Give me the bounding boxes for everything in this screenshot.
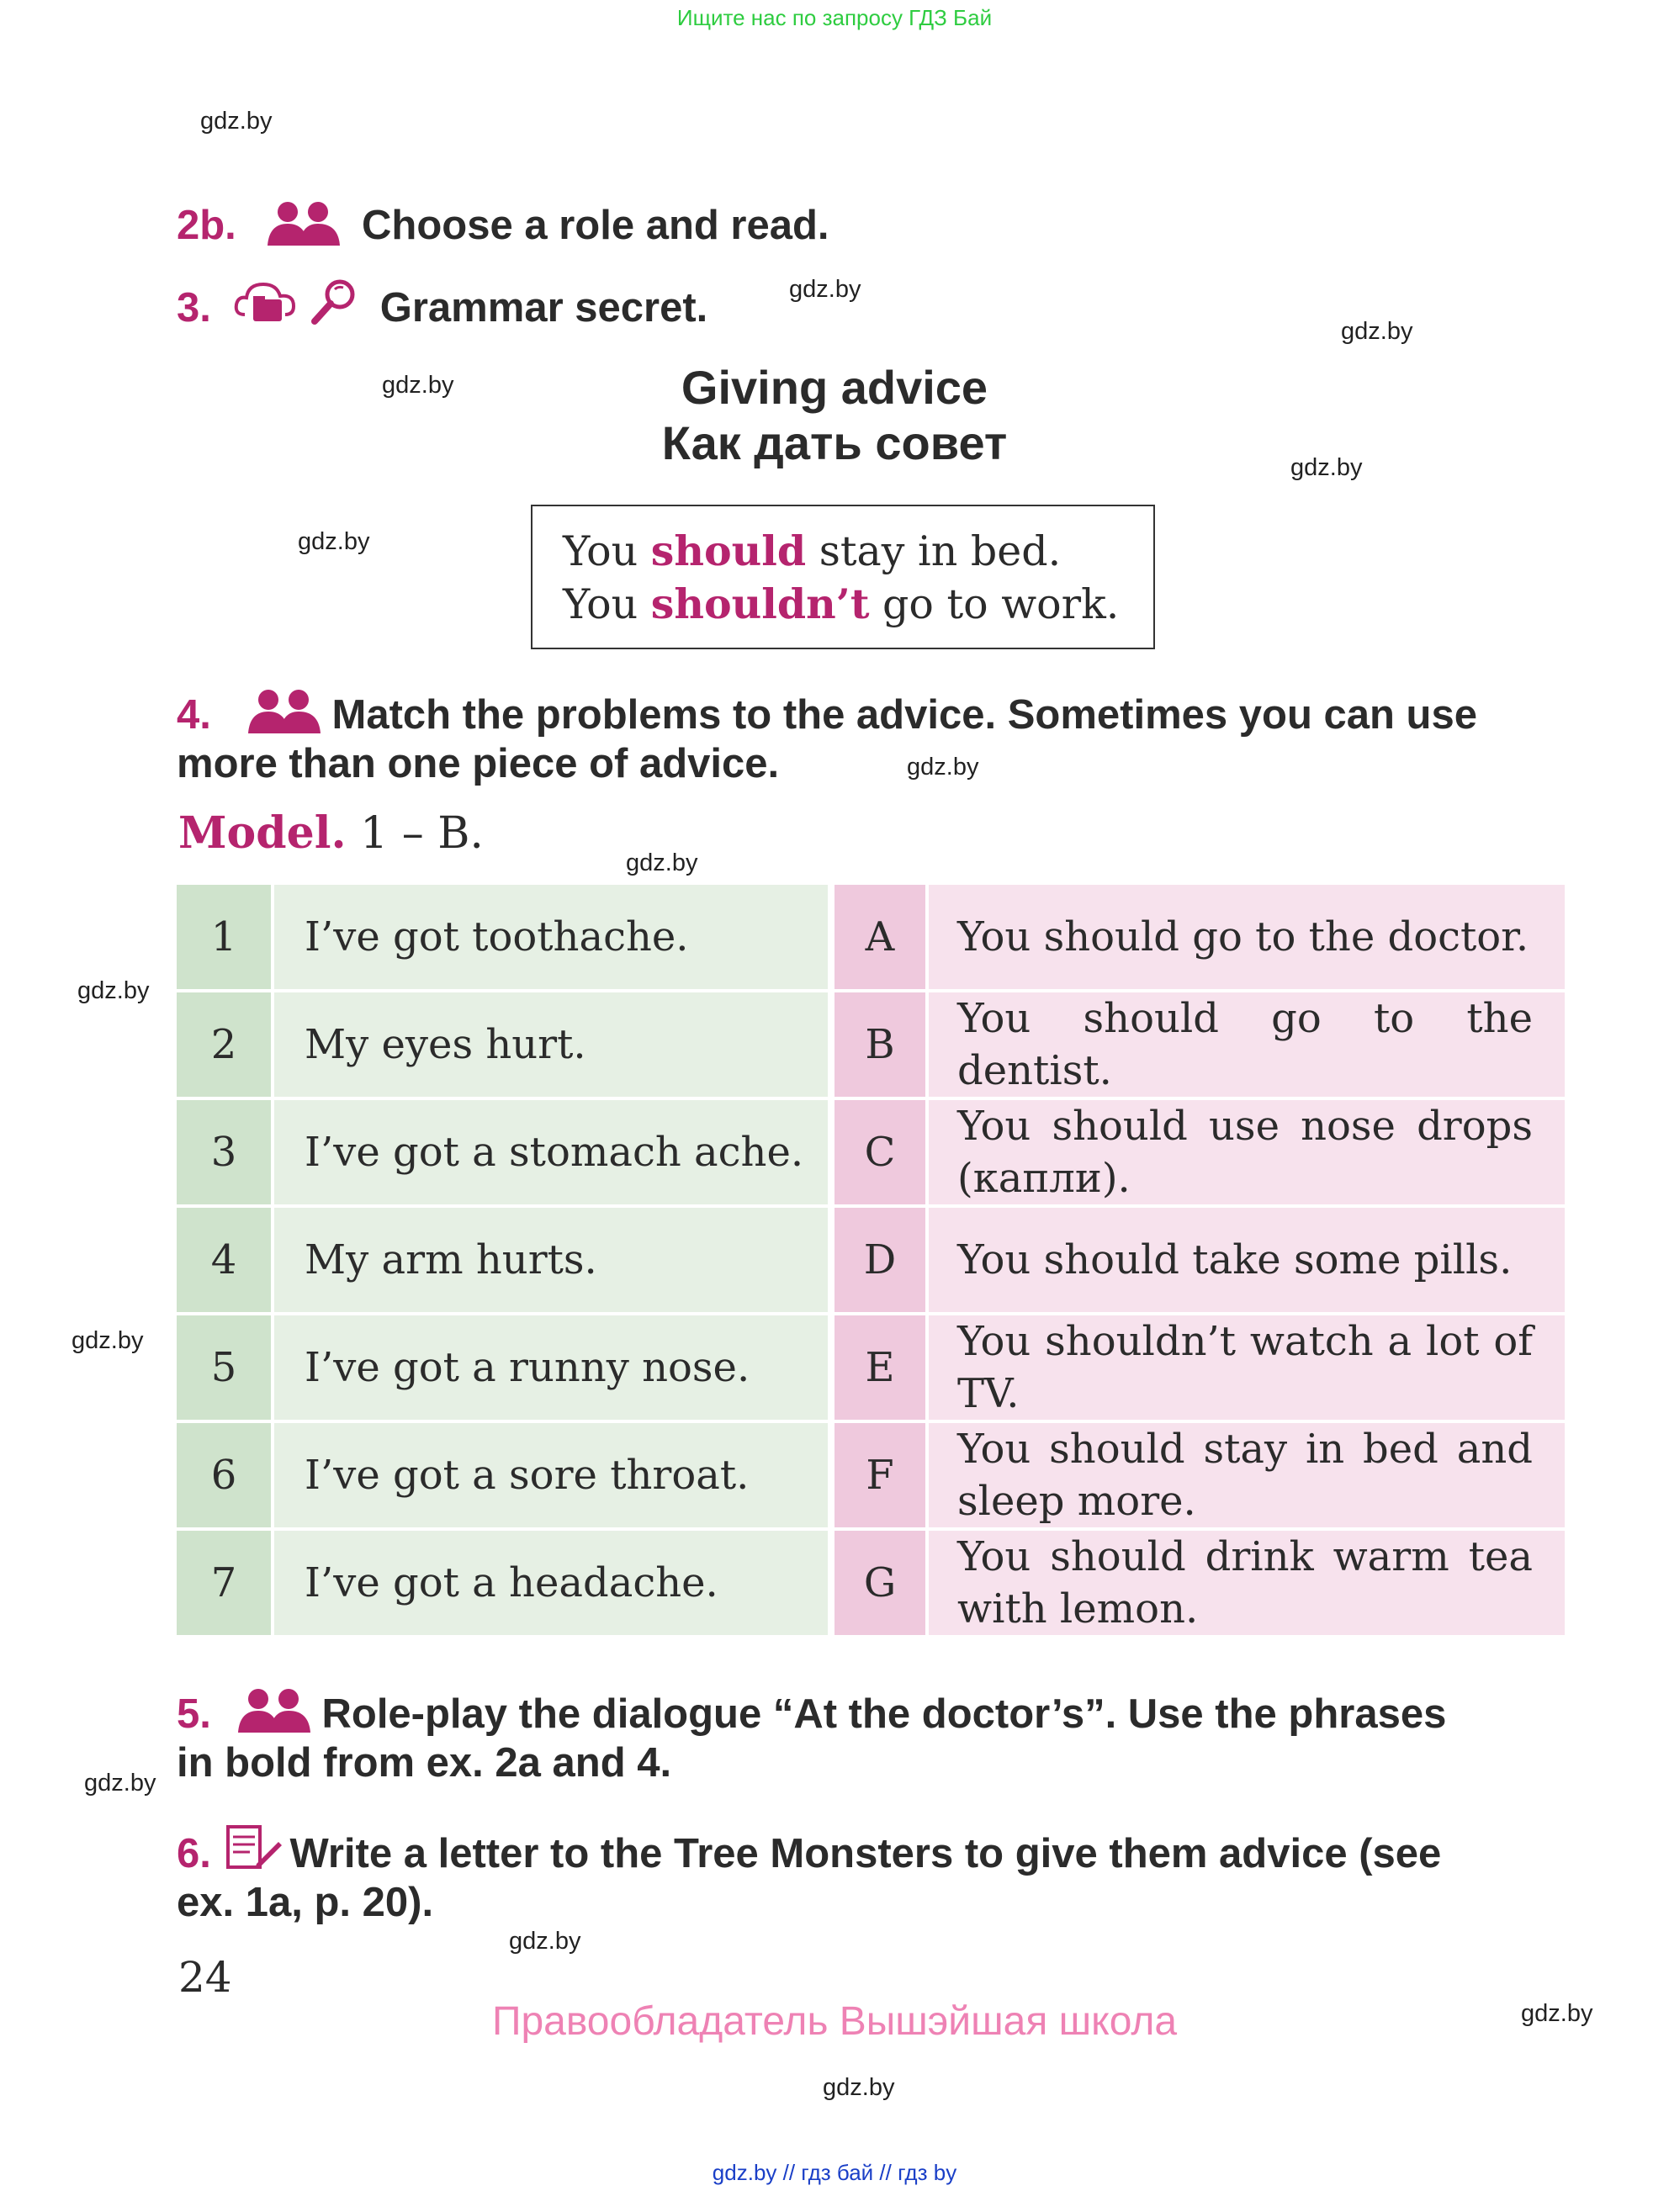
- match-row: [177, 992, 1565, 1100]
- writing-icon: [223, 1823, 283, 1872]
- watermark: gdz.by: [1341, 318, 1413, 345]
- column-gap: [828, 1423, 834, 1531]
- advice-letter: D: [834, 1208, 929, 1315]
- problem-text: My eyes hurt.: [274, 992, 828, 1100]
- problem-number: 1: [177, 885, 274, 992]
- exercise-text: Grammar secret.: [379, 285, 708, 331]
- column-gap: [828, 1100, 834, 1208]
- magnifier-icon: [310, 278, 358, 326]
- pair-work-icon: [246, 688, 322, 733]
- watermark: gdz.by: [789, 276, 861, 303]
- top-search-hint[interactable]: Ищите нас по запросу ГДЗ Бай: [676, 5, 993, 30]
- problem-number: 7: [177, 1531, 274, 1638]
- watermark: gdz.by: [1290, 454, 1363, 481]
- problem-text: My arm hurts.: [274, 1208, 828, 1315]
- watermark: gdz.by: [382, 372, 454, 399]
- exercise-number: 5.: [177, 1691, 211, 1737]
- exercise-3: [177, 278, 707, 331]
- problem-number: 4: [177, 1208, 274, 1315]
- rule-example-2: You shouldn’t go to work.: [563, 579, 1120, 628]
- column-gap: [828, 1531, 834, 1638]
- advice-text: You should go to the dentist.: [929, 992, 1565, 1100]
- exercise-number: 4.: [177, 692, 211, 738]
- advice-letter: F: [834, 1423, 929, 1531]
- match-row: [177, 1423, 1565, 1531]
- exercise-2b: [177, 200, 829, 249]
- cloud-folder-icon: [233, 278, 297, 326]
- watermark: gdz.by: [626, 849, 698, 876]
- exercise-6: [177, 1823, 1441, 1927]
- problem-text: I’ve got toothache.: [274, 885, 828, 992]
- exercise-text-line2: ex. 1a, p. 20).: [177, 1880, 434, 1925]
- watermark: gdz.by: [823, 2074, 895, 2101]
- copyright-owner: Правообладатель Вышэйшая школа: [491, 1999, 1178, 2044]
- advice-letter: B: [834, 992, 929, 1100]
- exercise-text-line2: more than one piece of advice.: [177, 741, 780, 786]
- advice-text: You shouldn’t watch a lot of TV.: [929, 1315, 1565, 1423]
- footer-links[interactable]: gdz.by // гдз бай // гдз by: [712, 2160, 957, 2185]
- watermark: gdz.by: [72, 1327, 144, 1354]
- match-row: [177, 1315, 1565, 1423]
- exercise-number: 3.: [177, 285, 211, 331]
- exercise-text-line2: in bold from ex. 2a and 4.: [177, 1740, 672, 1786]
- grammar-title-en: Giving advice: [681, 361, 988, 414]
- model-line: Model. 1 – B.: [178, 807, 484, 859]
- problem-number: 3: [177, 1100, 274, 1208]
- watermark: gdz.by: [84, 1770, 156, 1797]
- exercise-number: 2b.: [177, 203, 236, 248]
- exercise-text-line1: Write a letter to the Tree Monsters to give them advice (see: [289, 1831, 1442, 1876]
- advice-text: You should use nose drops (капли).: [929, 1100, 1565, 1208]
- pair-work-icon: [266, 200, 342, 246]
- column-gap: [828, 1315, 834, 1423]
- grammar-rule-box: [531, 505, 1155, 649]
- advice-text: You should drink warm tea with lemon.: [929, 1531, 1565, 1638]
- matching-table: [177, 885, 1565, 1638]
- advice-text: You should take some pills.: [929, 1208, 1565, 1315]
- problem-number: 6: [177, 1423, 274, 1531]
- watermark: gdz.by: [77, 977, 150, 1004]
- exercise-5: [177, 1687, 1446, 1787]
- page-number: 24: [178, 1953, 232, 2002]
- problem-text: I’ve got a sore throat.: [274, 1423, 828, 1531]
- problem-text: I’ve got a headache.: [274, 1531, 828, 1638]
- watermark: gdz.by: [200, 108, 273, 135]
- column-gap: [828, 992, 834, 1100]
- exercise-4: [177, 688, 1477, 788]
- column-gap: [828, 885, 834, 992]
- grammar-title-ru: Как дать совет: [661, 416, 1008, 469]
- match-row: [177, 1531, 1565, 1638]
- exercise-number: 6.: [177, 1831, 211, 1876]
- match-row: [177, 885, 1565, 992]
- advice-letter: C: [834, 1100, 929, 1208]
- exercise-text-line1: Role-play the dialogue “At the doctor’s”. Use the phrases: [321, 1691, 1447, 1737]
- advice-text: You should stay in bed and sleep more.: [929, 1423, 1565, 1531]
- exercise-text: Choose a role and read.: [362, 203, 829, 248]
- problem-number: 2: [177, 992, 274, 1100]
- watermark: gdz.by: [509, 1928, 581, 1955]
- advice-letter: G: [834, 1531, 929, 1638]
- watermark: gdz.by: [298, 528, 370, 555]
- watermark: gdz.by: [1521, 2000, 1593, 2027]
- pair-work-icon: [236, 1687, 312, 1733]
- exercise-text-line1: Match the problems to the advice. Sometimes you can use: [331, 692, 1477, 738]
- rule-example-1: You should stay in bed.: [563, 527, 1062, 575]
- match-row: [177, 1208, 1565, 1315]
- advice-letter: A: [834, 885, 929, 992]
- advice-text: You should go to the doctor.: [929, 885, 1565, 992]
- watermark: gdz.by: [907, 754, 979, 781]
- problem-text: I’ve got a runny nose.: [274, 1315, 828, 1423]
- problem-number: 5: [177, 1315, 274, 1423]
- problem-text: I’ve got a stomach ache.: [274, 1100, 828, 1208]
- match-row: [177, 1100, 1565, 1208]
- column-gap: [828, 1208, 834, 1315]
- advice-letter: E: [834, 1315, 929, 1423]
